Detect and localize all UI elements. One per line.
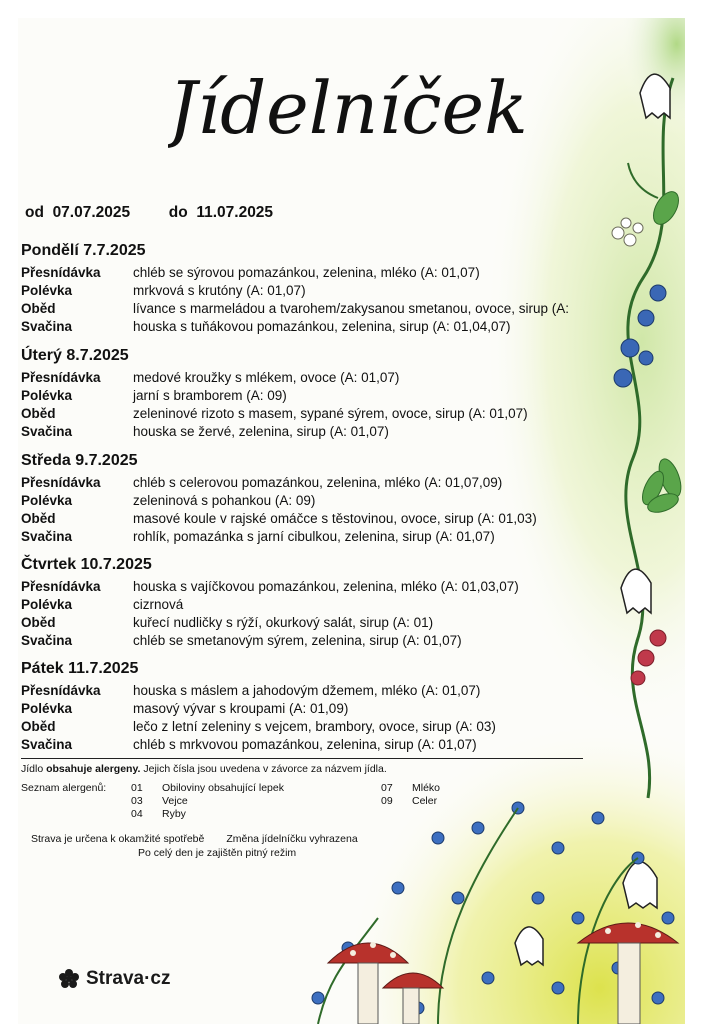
footer-line-1: Strava je určena k okamžité spotřebě Změna jídelníčku vyhrazena — [31, 833, 358, 845]
meal-row — [21, 264, 621, 282]
from-date: 07.07.2025 — [52, 204, 131, 221]
meal-text: medové kroužky s mlékem, ovoce (A: 01,07) — [133, 370, 400, 385]
menu-sheet — [18, 18, 685, 1024]
meal-label: Oběd — [21, 615, 56, 630]
meal-row — [21, 300, 621, 318]
svg-text:Jídelníček: Jídelníček — [168, 66, 528, 150]
meal-text: chléb se smetanovým sýrem, zelenina, sirup (A: 01,07) — [133, 633, 462, 648]
meal-label: Svačina — [21, 529, 73, 544]
meal-text: houska se žervé, zelenina, sirup (A: 01,07) — [133, 424, 389, 439]
allergen-name: Ryby — [162, 808, 186, 820]
allergen-name: Mléko — [412, 782, 441, 794]
meal-text: lívance s marmeládou a tvarohem/zakysanou smetanou, ovoce, sirup (A: — [133, 301, 569, 316]
meal-row — [21, 474, 621, 492]
day-section — [21, 345, 621, 441]
day-title: Pondělí 7.7.2025 — [21, 242, 146, 259]
allergen-item — [131, 782, 284, 795]
meal-label: Svačina — [21, 424, 73, 439]
day-section — [21, 450, 621, 546]
allergen-item — [381, 782, 440, 795]
brand-name: Strava·cz — [86, 968, 171, 989]
day-title: Úterý 8.7.2025 — [21, 347, 129, 364]
meal-text: rohlík, pomazánka s jarní cibulkou, zelenina, sirup (A: 01,07) — [133, 529, 495, 544]
meal-label: Polévka — [21, 283, 73, 298]
allergen-item — [131, 808, 284, 821]
meal-row — [21, 528, 621, 546]
divider — [21, 758, 583, 759]
allergen-number: 07 — [381, 782, 393, 794]
meal-row — [21, 282, 621, 300]
day-title: Pátek 11.7.2025 — [21, 660, 139, 677]
page-title — [168, 38, 528, 188]
meal-text: houska s tuňákovou pomazánkou, zelenina, sirup (A: 01,04,07) — [133, 319, 511, 334]
meal-row — [21, 369, 621, 387]
meal-row — [21, 510, 621, 528]
to-label: do — [168, 204, 188, 221]
meal-label: Přesnídávka — [21, 265, 101, 280]
allergen-name: Obiloviny obsahující lepek — [162, 782, 284, 794]
meal-label: Oběd — [21, 511, 56, 526]
meal-label: Přesnídávka — [21, 370, 101, 385]
meal-text: houska s máslem a jahodovým džemem, mléko (A: 01,07) — [133, 683, 481, 698]
allergen-number: 03 — [131, 795, 143, 807]
day-section — [21, 554, 621, 650]
allergen-note: Jídlo obsahuje alergeny. Jejich čísla jsou uvedena v závorce za názvem jídla. — [21, 763, 387, 775]
meal-row — [21, 700, 621, 718]
meal-label: Svačina — [21, 633, 73, 648]
meal-row — [21, 405, 621, 423]
meal-label: Přesnídávka — [21, 683, 101, 698]
allergen-number: 09 — [381, 795, 393, 807]
day-section — [21, 658, 621, 754]
brand-logo[interactable] — [58, 968, 171, 990]
day-section — [21, 240, 621, 336]
meal-row — [21, 596, 621, 614]
meal-label: Přesnídávka — [21, 579, 101, 594]
flower-logo-icon — [58, 968, 80, 990]
allergen-item — [131, 795, 284, 808]
allergen-column-2 — [381, 782, 440, 808]
to-date: 11.07.2025 — [196, 204, 274, 221]
meal-label: Polévka — [21, 493, 73, 508]
meal-text: masové koule v rajské omáčce s těstovinou, ovoce, sirup (A: 01,03) — [133, 511, 537, 526]
allergen-number: 04 — [131, 808, 143, 820]
meal-row — [21, 614, 621, 632]
meal-text: zeleninová s pohankou (A: 09) — [133, 493, 316, 508]
meal-label: Svačina — [21, 319, 73, 334]
meal-text: masový vývar s kroupami (A: 01,09) — [133, 701, 349, 716]
meal-row — [21, 423, 621, 441]
allergen-list-label: Seznam alergenů: — [21, 782, 107, 794]
meal-text: cizrnová — [133, 597, 184, 612]
meal-text: chléb s mrkvovou pomazánkou, zelenina, sirup (A: 01,07) — [133, 737, 477, 752]
meal-label: Svačina — [21, 737, 73, 752]
meal-text: kuřecí nudličky s rýží, okurkový salát, sirup (A: 01) — [133, 615, 434, 630]
day-title: Středa 9.7.2025 — [21, 452, 138, 469]
meal-text: zeleninové rizoto s masem, sypané sýrem, ovoce, sirup (A: 01,07) — [133, 406, 528, 421]
allergen-name: Celer — [412, 795, 438, 807]
meal-text: houska s vajíčkovou pomazánkou, zelenina, mléko (A: 01,03,07) — [133, 579, 519, 594]
from-label: od — [25, 204, 44, 221]
footer-line-2: Po celý den je zajištěn pitný režim — [138, 847, 297, 859]
meal-text: mrkvová s krutóny (A: 01,07) — [133, 283, 306, 298]
meal-label: Přesnídávka — [21, 475, 101, 490]
meal-label: Polévka — [21, 597, 73, 612]
day-title: Čtvrtek 10.7.2025 — [21, 556, 152, 573]
allergen-number: 01 — [131, 782, 143, 794]
meal-row — [21, 578, 621, 596]
allergen-name: Vejce — [162, 795, 188, 807]
meal-label: Oběd — [21, 301, 56, 316]
allergen-column-1 — [131, 782, 284, 821]
meal-text: lečo z letní zeleniny s vejcem, brambory, ovoce, sirup (A: 03) — [133, 719, 496, 734]
meal-text: chléb se sýrovou pomazánkou, zelenina, mléko (A: 01,07) — [133, 265, 480, 280]
meal-label: Oběd — [21, 406, 56, 421]
meal-row — [21, 682, 621, 700]
meal-row — [21, 318, 621, 336]
meal-row — [21, 387, 621, 405]
allergen-item — [381, 795, 440, 808]
date-range — [25, 204, 273, 222]
meal-text: jarní s bramborem (A: 09) — [133, 388, 287, 403]
meal-row — [21, 736, 621, 754]
meal-row — [21, 718, 621, 736]
meal-label: Polévka — [21, 701, 73, 716]
meal-row — [21, 632, 621, 650]
meal-label: Oběd — [21, 719, 56, 734]
meal-row — [21, 492, 621, 510]
meal-label: Polévka — [21, 388, 73, 403]
meal-text: chléb s celerovou pomazánkou, zelenina, mléko (A: 01,07,09) — [133, 475, 503, 490]
